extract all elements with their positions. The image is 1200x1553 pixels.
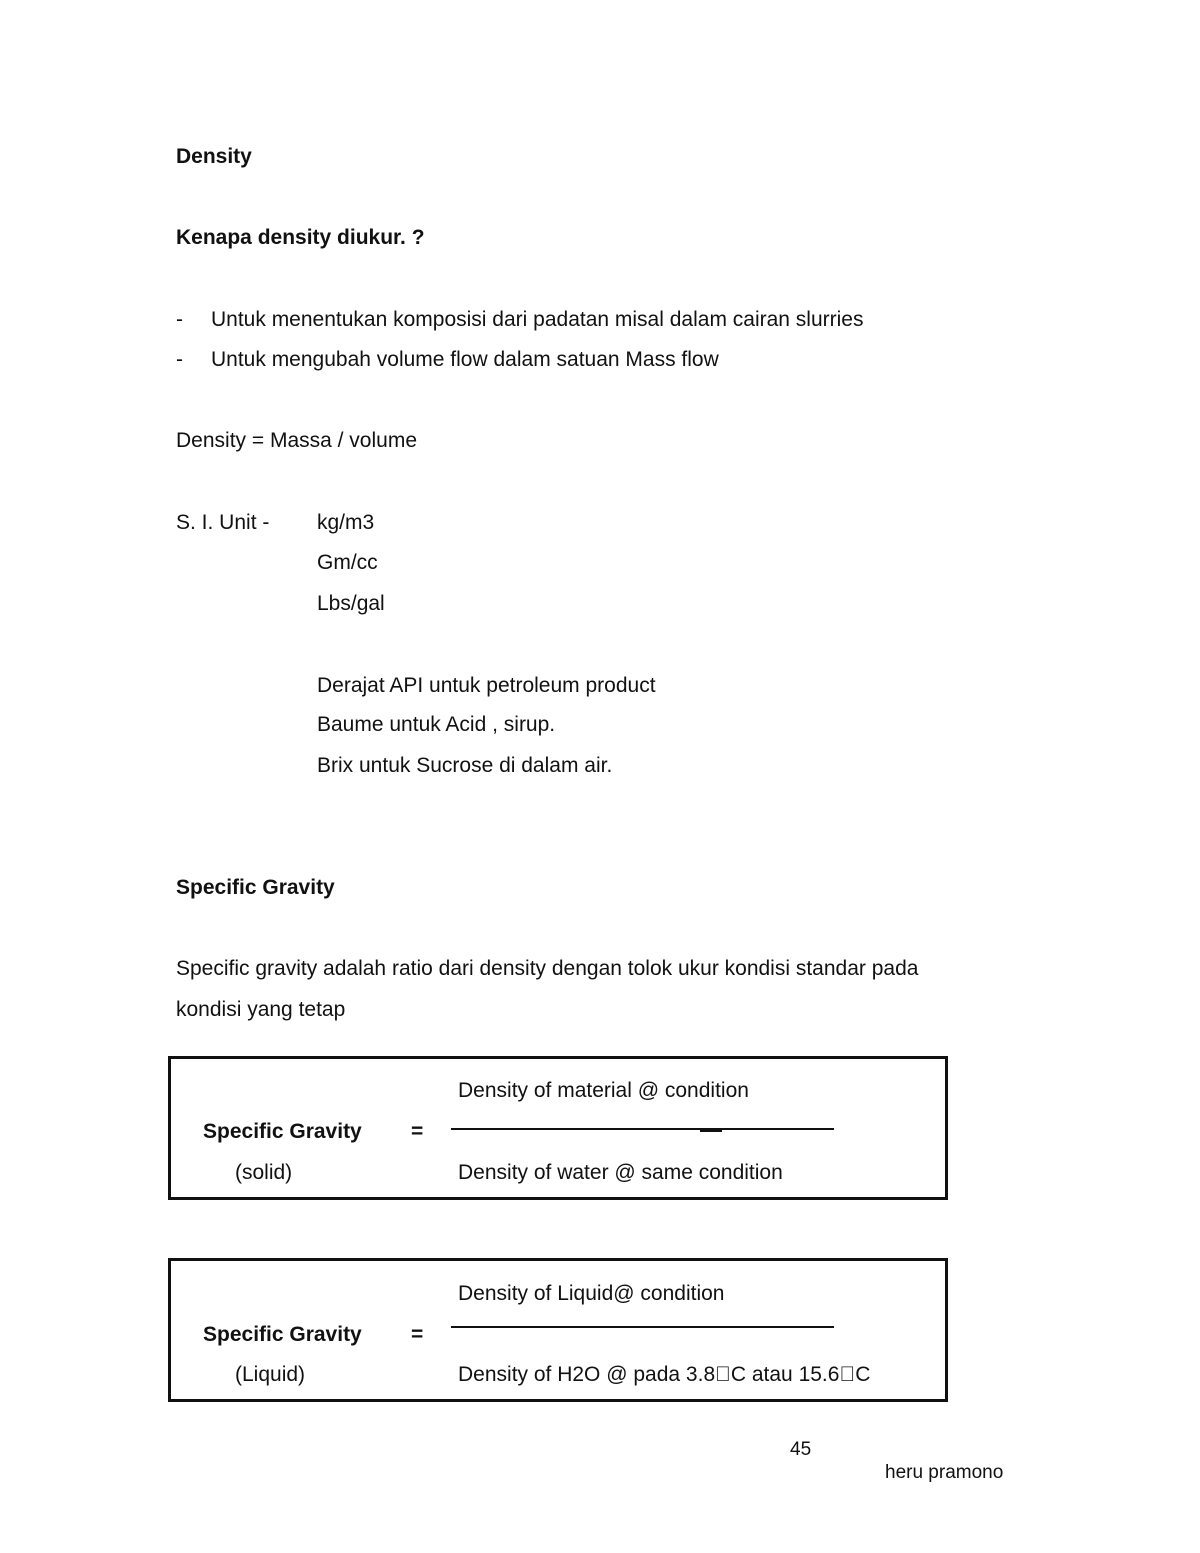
formula-sublabel: (Liquid)	[235, 1363, 306, 1386]
fraction-bar	[451, 1326, 834, 1328]
heading-density: Density	[176, 145, 252, 168]
si-unit-label: S. I. Unit -	[176, 511, 270, 534]
equals-sign: =	[411, 1323, 424, 1346]
sg-definition-line: kondisi yang tetap	[176, 998, 346, 1021]
unit-item: Lbs/gal	[317, 592, 385, 615]
unit-item: Gm/cc	[317, 551, 378, 574]
scale-item: Brix untuk Sucrose di dalam air.	[317, 754, 613, 777]
page-number: 45	[790, 1439, 812, 1460]
density-formula: Density = Massa / volume	[176, 429, 418, 452]
formula-label: Specific Gravity	[203, 1120, 362, 1143]
formula-label: Specific Gravity	[203, 1323, 362, 1346]
fraction-bar	[451, 1128, 834, 1130]
author-footer: heru pramono	[885, 1462, 1004, 1483]
equals-sign: =	[411, 1120, 424, 1143]
bullet-text: Untuk mengubah volume flow dalam satuan Mass flow	[211, 348, 719, 371]
unit-item: kg/m3	[317, 511, 375, 534]
scale-item: Baume untuk Acid , sirup.	[317, 713, 556, 736]
bullet-text: Untuk menentukan komposisi dari padatan misal dalam cairan slurries	[211, 308, 864, 331]
question-heading: Kenapa density diukur. ?	[176, 226, 425, 249]
fraction-denominator: Density of H2O @ pada 3.8 C atau 15.6 C	[458, 1363, 871, 1386]
fraction-bar-mark	[700, 1128, 722, 1132]
fraction-numerator: Density of Liquid@ condition	[458, 1282, 725, 1305]
fraction-denominator: Density of water @ same condition	[458, 1161, 783, 1184]
bullet-dash: -	[176, 348, 183, 371]
fraction-numerator: Density of material @ condition	[458, 1079, 749, 1102]
bullet-dash: -	[176, 308, 183, 331]
scale-item: Derajat API untuk petroleum product	[317, 674, 656, 697]
sg-definition-line: Specific gravity adalah ratio dari density dengan tolok ukur kondisi standar pada	[176, 957, 919, 980]
heading-specific-gravity: Specific Gravity	[176, 876, 335, 899]
formula-sublabel: (solid)	[235, 1161, 293, 1184]
